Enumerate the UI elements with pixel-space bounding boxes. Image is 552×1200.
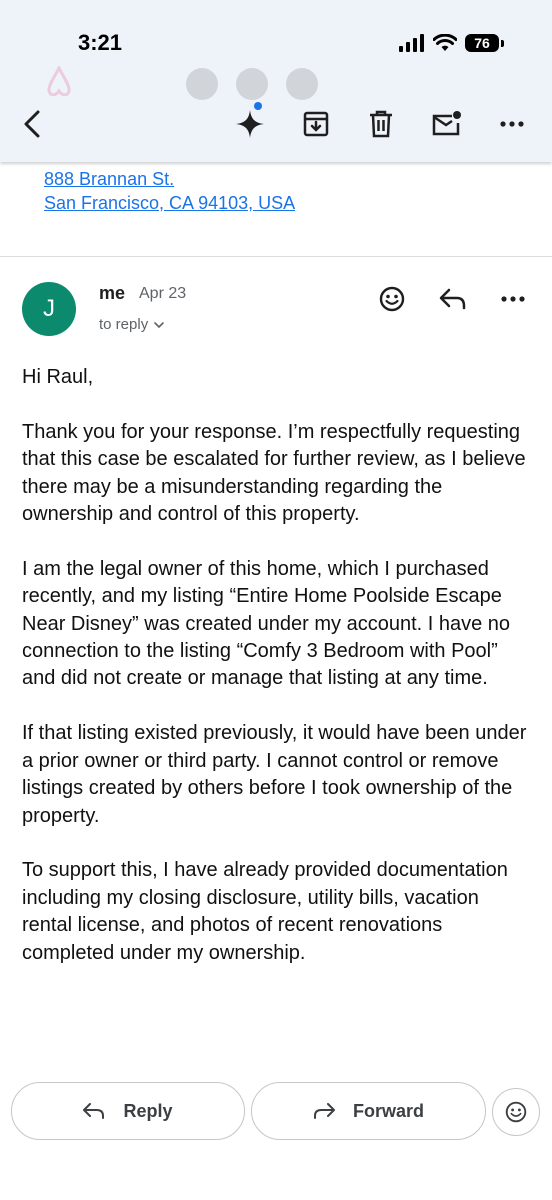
message-more-button[interactable] [496,282,530,316]
email-toolbar [0,100,552,146]
forward-label: Forward [352,1100,424,1121]
status-icons [399,34,504,52]
battery-tip [501,40,504,47]
recipient-label: to reply [99,316,149,333]
trash-icon [369,110,393,138]
mark-unread-icon [432,111,462,137]
gemini-button[interactable] [234,108,266,140]
delete-button[interactable] [365,108,397,140]
battery-indicator: 76 [465,34,499,52]
forward-action-button[interactable] [251,1082,486,1140]
instagram-icon [236,68,268,100]
add-reaction-button[interactable] [375,282,409,316]
more-icon [501,296,525,302]
more-icon [500,121,524,127]
signal-icon [399,34,425,52]
new-feature-dot [254,102,262,110]
address-link-street[interactable]: 888 Brannan St. [44,169,175,189]
more-options-button[interactable] [496,108,528,140]
reply-action-button[interactable] [11,1082,245,1140]
recipient-details-toggle[interactable] [99,316,164,333]
back-button[interactable] [16,108,48,140]
x-social-icon [286,68,318,100]
chevron-down-icon [154,322,164,328]
emoji-icon [505,1101,527,1123]
top-app-bar [0,0,552,162]
mark-unread-button[interactable] [431,108,463,140]
archive-icon [303,111,329,137]
sparkle-icon [235,109,265,139]
sender-name: me [99,283,126,303]
message-date: Apr 23 [139,285,187,302]
airbnb-logo-icon [44,66,74,98]
back-arrow-icon [22,109,42,139]
forward-icon [313,1103,335,1119]
facebook-icon [186,68,218,100]
wifi-icon [433,34,457,52]
reply-icon [439,288,467,310]
status-time: 3:21 [78,30,123,55]
reply-button[interactable] [436,282,470,316]
address-link-city[interactable]: San Francisco, CA 94103, USA [44,193,296,213]
message-divider [0,256,552,257]
emoji-reaction-button[interactable] [492,1088,540,1136]
emoji-icon [379,286,405,312]
reply-label: Reply [123,1100,173,1121]
reply-icon [83,1103,105,1119]
avatar[interactable]: J [22,282,76,336]
archive-button[interactable] [300,108,332,140]
message-body: Hi Raul, Thank you for your response. I’m respectfully requesting that this case be escalated for further review, as I believe there may be a misunderstanding regarding the ownership and control of this property. I am the legal owner of this home, which I purchased recently, and my listing “Entire Home Poolside Escape Near Disney” was created under my account. I have no connection to the listing “Comfy 3 Bedroom with Pool” and did not create or manage that listing at any time. If that listing existed previously, it would have been under a prior owner or third party. I cannot control or remove listings created by others before I took ownership of the property. To support this, I have already provided documentation including my closing disclosure, utility bills, vacation rental license, and photos of recent renovations completed under my ownership. [22,366,527,964]
